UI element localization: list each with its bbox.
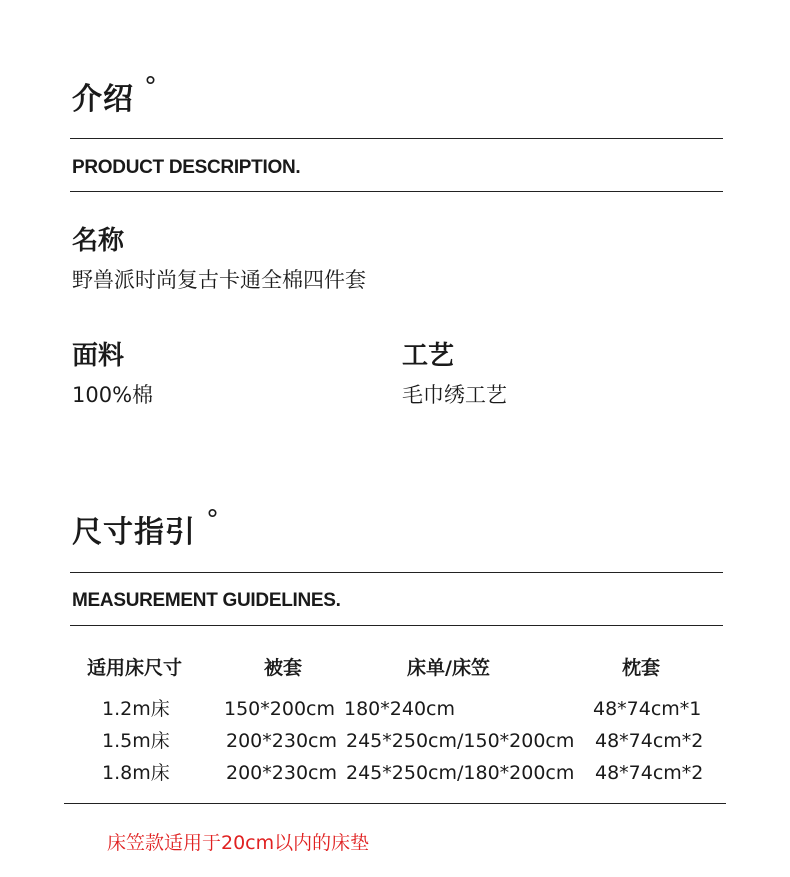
measure-title	[72, 505, 220, 552]
row1-sheet: 180*240cm	[344, 698, 455, 720]
measure-en-title: MEASUREMENT GUIDELINES.	[72, 590, 341, 611]
name-value: 野兽派时尚复古卡通全棉四件套	[72, 268, 366, 292]
header-pillowcase: 枕套	[622, 657, 661, 679]
row1-pillowcase: 48*74cm*1	[593, 698, 702, 720]
intro-top-divider	[70, 138, 723, 139]
intro-bottom-divider	[70, 191, 723, 192]
intro-title-text: 介绍	[72, 82, 134, 117]
intro-degree-mark: °	[144, 72, 158, 102]
header-duvet-cover: 被套	[264, 657, 303, 679]
header-bed-size: 适用床尺寸	[87, 657, 183, 679]
measure-bottom-divider	[70, 625, 723, 626]
material-value: 100%棉	[72, 383, 154, 407]
intro-en-title: PRODUCT DESCRIPTION.	[72, 157, 301, 178]
measure-title-text: 尺寸指引	[72, 515, 196, 550]
fitted-sheet-note: 床笠款适用于20cm以内的床垫	[107, 832, 370, 854]
header-sheet: 床单/床笠	[407, 657, 490, 679]
intro-title	[72, 72, 158, 119]
name-label: 名称	[72, 226, 125, 256]
table-bottom-divider	[64, 803, 726, 804]
measure-top-divider	[70, 572, 723, 573]
row2-sheet: 245*250cm/150*200cm	[346, 730, 575, 752]
row2-duvet-cover: 200*230cm	[226, 730, 337, 752]
row1-bed-size: 1.2m床	[102, 698, 170, 720]
craft-value: 毛巾绣工艺	[402, 383, 507, 407]
row2-pillowcase: 48*74cm*2	[595, 730, 704, 752]
row3-pillowcase: 48*74cm*2	[595, 762, 704, 784]
measure-degree-mark: °	[206, 505, 220, 535]
row3-duvet-cover: 200*230cm	[226, 762, 337, 784]
row1-duvet-cover: 150*200cm	[224, 698, 335, 720]
row2-bed-size: 1.5m床	[102, 730, 170, 752]
craft-label: 工艺	[402, 341, 455, 371]
row3-sheet: 245*250cm/180*200cm	[346, 762, 575, 784]
material-label: 面料	[72, 341, 125, 371]
row3-bed-size: 1.8m床	[102, 762, 170, 784]
